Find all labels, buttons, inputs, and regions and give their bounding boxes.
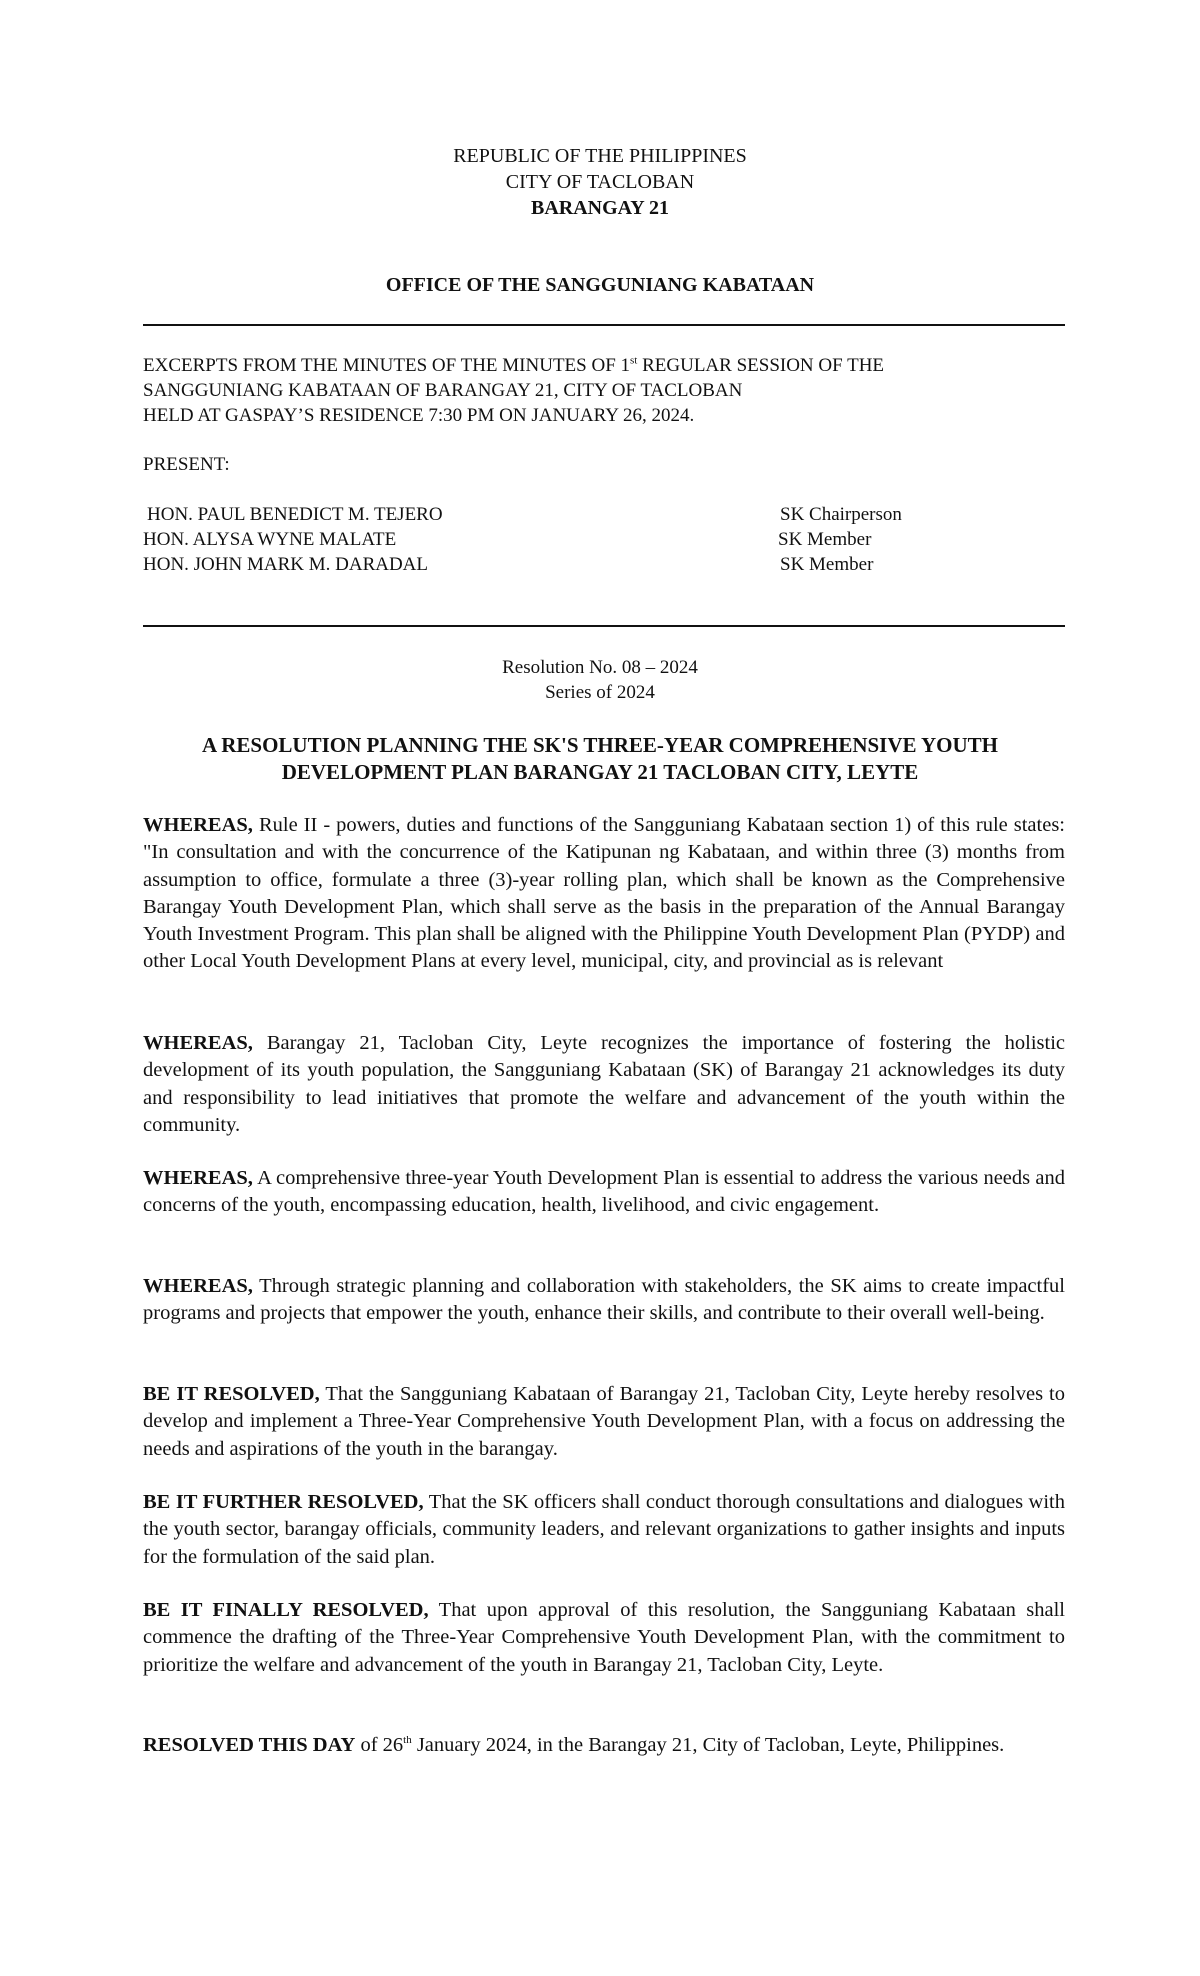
whereas-paragraph-2: WHEREAS, Barangay 21, Tacloban City, Leyte recognizes the importance of fostering the holistic development of its youth population, the Sangguniang Kabataan (SK) of Barangay 21 acknowledges its duty and responsibility to lead initiatives that promote the welfare and advancement of the youth within the community. [143,1032,1065,1136]
resolution-series: Series of 2024 [545,682,655,703]
member-name: HON. PAUL BENEDICT M. TEJERO [147,504,443,525]
header-divider [143,324,1065,326]
resolution-title-line-2: DEVELOPMENT PLAN BARANGAY 21 TACLOBAN CITY, LEYTE [281,760,919,784]
header-republic: REPUBLIC OF THE PHILIPPINES [453,145,747,167]
excerpt-line-3: HELD AT GASPAY’S RESIDENCE 7:30 PM ON JANUARY 26, 2024. [143,405,695,426]
header-barangay: BARANGAY 21 [531,197,669,219]
members-divider [143,625,1065,627]
office-title: OFFICE OF THE SANGGUNIANG KABATAAN [385,274,815,296]
header-city: CITY OF TACLOBAN [505,171,695,193]
excerpt-line-1: EXCERPTS FROM THE MINUTES OF THE MINUTES OF 1st REGULAR SESSION OF THE [143,354,885,376]
member-position: SK Chairperson [780,504,902,525]
excerpt-line-2: SANGGUNIANG KABATAAN OF BARANGAY 21, CITY OF TACLOBAN [143,380,743,401]
present-label: PRESENT: [143,454,230,475]
whereas-paragraph-3: WHEREAS, A comprehensive three-year Youth Development Plan is essential to address the various needs and concerns of the youth, encompassing education, health, livelihood, and civic engagement. [143,1167,1065,1217]
resolution-number: Resolution No. 08 – 2024 [502,657,698,678]
member-name: HON. ALYSA WYNE MALATE [143,529,397,550]
finally-resolved-paragraph: BE IT FINALLY RESOLVED, That upon approval of this resolution, the Sangguniang Kabataan shall commence the drafting of the Three-Year Comprehensive Youth Development Plan, with the commitment to prioritize the welfare and advancement of the youth in Barangay 21, Tacloban City, Leyte. [143,1599,1065,1676]
whereas-paragraph-1: WHEREAS, Rule II - powers, duties and functions of the Sangguniang Kabataan section 1) of this rule states: "In consultation and with the concurrence of the Katipunan ng Kabataan, and within three (3) months from assumption to office, formulate a three (3)-year rolling plan, which shall be known as the Comprehensive Barangay Youth Development Plan, which shall serve as the basis in the preparation of the Annual Barangay Youth Investment Program. This plan shall be aligned with the Philippine Youth Development Plan (PYDP) and other Local Youth Development Plans at every level, municipal, city, and provincial as is relevant [143,814,1065,973]
member-position: SK Member [780,554,874,575]
further-resolved-paragraph: BE IT FURTHER RESOLVED, That the SK officers shall conduct thorough consultations and dialogues with the youth sector, barangay officials, community leaders, and relevant organizations to gather insights and inputs for the formulation of the said plan. [143,1491,1065,1568]
resolved-paragraph: BE IT RESOLVED, That the Sangguniang Kabataan of Barangay 21, Tacloban City, Leyte hereby resolves to develop and implement a Three-Year Comprehensive Youth Development Plan, with a focus on addressing the needs and aspirations of the youth in the barangay. [143,1383,1066,1460]
whereas-paragraph-4: WHEREAS, Through strategic planning and collaboration with stakeholders, the SK aims to create impactful programs and projects that empower the youth, enhance their skills, and contribute to their overall well-being. [143,1275,1065,1325]
member-name: HON. JOHN MARK M. DARADAL [143,554,429,575]
member-position: SK Member [778,529,872,550]
resolved-this-day-paragraph: RESOLVED THIS DAY of 26th January 2024, in the Barangay 21, City of Tacloban, Leyte, Philippines. [143,1734,1005,1756]
resolution-title-line-1: A RESOLUTION PLANNING THE SK'S THREE-YEAR COMPREHENSIVE YOUTH [201,733,998,757]
